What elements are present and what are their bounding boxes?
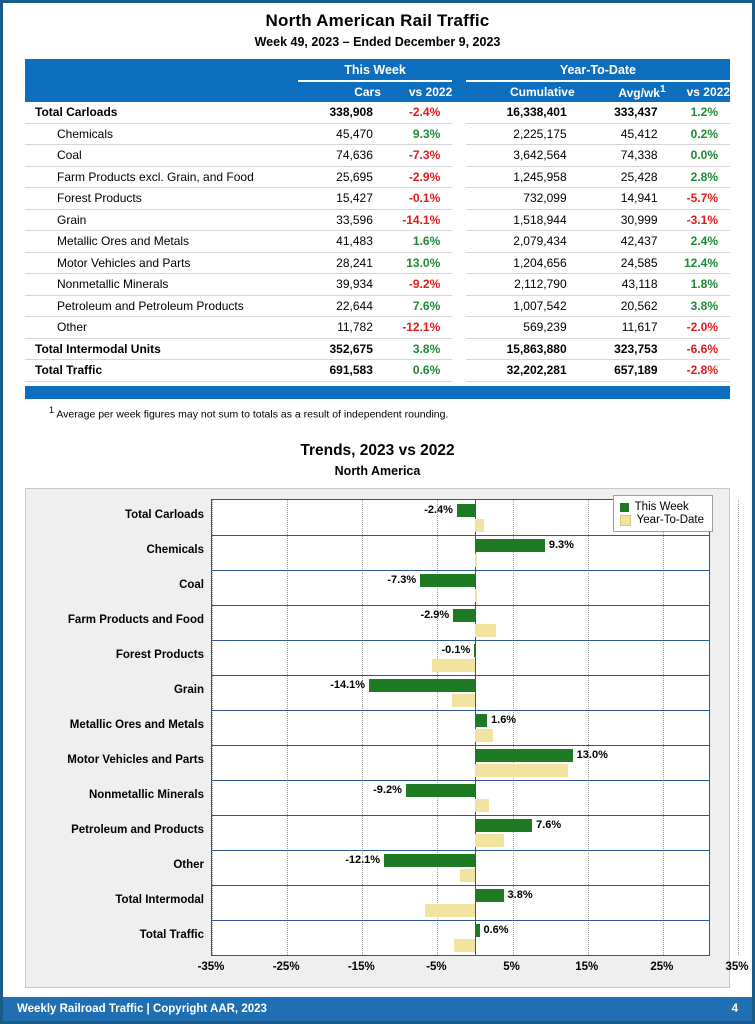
chart-bar-this-week	[475, 714, 487, 727]
chart-rowline	[212, 570, 709, 571]
row-ytd-pct: -2.0%	[666, 317, 731, 339]
chart-bar-ytd	[475, 589, 477, 602]
chart-rowline	[212, 815, 709, 816]
chart-bar-ytd	[452, 694, 475, 707]
legend-label-ytd: Year-To-Date	[636, 514, 704, 526]
table-row	[25, 338, 730, 360]
table-footnote	[49, 405, 730, 421]
chart-bar-this-week	[475, 539, 545, 552]
chart-bar-label: 13.0%	[576, 748, 608, 761]
row-week-pct: -7.3%	[381, 145, 452, 167]
page-footer	[3, 997, 752, 1021]
chart-bar-this-week	[406, 784, 475, 797]
row-avgwk: 14,941	[575, 188, 666, 210]
chart-bar-ytd	[454, 939, 475, 952]
row-label: Nonmetallic Minerals	[25, 274, 298, 296]
row-cars: 28,241	[298, 252, 381, 274]
table-row	[25, 145, 730, 167]
chart-category-label: Motor Vehicles and Parts	[67, 753, 204, 766]
chart-x-tick-label: 35%	[725, 961, 749, 973]
chart-gridline	[738, 500, 739, 955]
chart-bar-ytd	[475, 519, 484, 532]
chart-bar-label: -2.9%	[420, 608, 450, 621]
table-row	[25, 360, 730, 382]
chart-bar-ytd	[475, 554, 477, 567]
chart-bar-label: 0.6%	[483, 923, 509, 936]
row-avgwk: 20,562	[575, 295, 666, 317]
rail-traffic-table	[25, 59, 730, 382]
row-label: Total Traffic	[25, 360, 298, 382]
row-label: Metallic Ores and Metals	[25, 231, 298, 253]
chart-rowline	[212, 920, 709, 921]
row-week-pct: -0.1%	[381, 188, 452, 210]
row-week-pct: -2.9%	[381, 166, 452, 188]
row-gap	[452, 274, 466, 296]
chart-bar-label: 7.6%	[536, 818, 562, 831]
row-label: Total Intermodal Units	[25, 338, 298, 360]
row-cumulative: 732,099	[466, 188, 575, 210]
chart-plot	[211, 499, 710, 956]
chart-bar-ytd	[475, 729, 493, 742]
chart-category-label: Total Intermodal	[115, 893, 204, 906]
row-label: Petroleum and Petroleum Products	[25, 295, 298, 317]
table-row	[25, 317, 730, 339]
row-label: Grain	[25, 209, 298, 231]
row-ytd-pct: 12.4%	[666, 252, 731, 274]
chart-x-tick-label: 15%	[575, 961, 599, 973]
chart-bar-ytd	[475, 799, 489, 812]
chart-rowline	[212, 535, 709, 536]
row-week-pct: -2.4%	[381, 102, 452, 123]
chart-x-tick-label: -5%	[426, 961, 447, 973]
group-header-this-week: This Week	[298, 59, 452, 81]
chart-title-block	[3, 442, 752, 478]
row-avgwk: 43,118	[575, 274, 666, 296]
row-cars: 39,934	[298, 274, 381, 296]
table-body	[25, 102, 730, 381]
row-cumulative: 15,863,880	[466, 338, 575, 360]
row-cars: 15,427	[298, 188, 381, 210]
chart-gridline	[212, 500, 213, 955]
row-gap	[452, 166, 466, 188]
chart-bar-this-week	[457, 504, 475, 517]
row-cumulative: 2,079,434	[466, 231, 575, 253]
row-cars: 25,695	[298, 166, 381, 188]
row-cars: 11,782	[298, 317, 381, 339]
chart-category-label: Nonmetallic Minerals	[88, 788, 204, 801]
table-row	[25, 123, 730, 145]
column-header-vs2022-week: vs 2022	[381, 81, 452, 102]
chart-bar-this-week	[420, 574, 475, 587]
row-cars: 691,583	[298, 360, 381, 382]
row-gap	[452, 252, 466, 274]
chart-x-tick-label: 25%	[650, 961, 674, 973]
row-label: Total Carloads	[25, 102, 298, 123]
table-row	[25, 102, 730, 123]
chart-area	[25, 488, 749, 988]
chart-rowline	[212, 885, 709, 886]
row-gap	[452, 123, 466, 145]
row-cars: 22,644	[298, 295, 381, 317]
row-cars: 33,596	[298, 209, 381, 231]
column-header-avgwk-text: Avg/wk	[618, 86, 660, 100]
page-subtitle: Week 49, 2023 – Ended December 9, 2023	[254, 35, 501, 49]
table-row	[25, 295, 730, 317]
chart-bar-this-week	[369, 679, 475, 692]
row-cars: 352,675	[298, 338, 381, 360]
footer-text: Weekly Railroad Traffic | Copyright AAR, 2023	[17, 1003, 267, 1015]
legend-entry-ytd	[620, 514, 704, 526]
row-avgwk: 24,585	[575, 252, 666, 274]
row-label: Other	[25, 317, 298, 339]
row-ytd-pct: 1.2%	[666, 102, 731, 123]
table-bottom-band	[25, 386, 730, 399]
row-cumulative: 1,204,656	[466, 252, 575, 274]
chart-category-label: Coal	[179, 578, 204, 591]
chart-gridline	[588, 500, 589, 955]
chart-bar-label: -0.1%	[441, 643, 471, 656]
legend-swatch-ytd	[620, 515, 631, 526]
chart-category-label: Total Carloads	[124, 508, 204, 521]
legend-swatch-this-week	[620, 503, 629, 512]
row-label: Chemicals	[25, 123, 298, 145]
row-cumulative: 1,007,542	[466, 295, 575, 317]
chart-bar-this-week	[475, 749, 573, 762]
chart-category-label: Other	[173, 858, 204, 871]
row-cumulative: 2,225,175	[466, 123, 575, 145]
row-gap	[452, 188, 466, 210]
row-avgwk: 323,753	[575, 338, 666, 360]
chart-bar-this-week	[475, 889, 504, 902]
chart-bar-this-week	[474, 644, 476, 657]
page-title: North American Rail Traffic	[265, 11, 490, 30]
chart-rowline	[212, 675, 709, 676]
row-ytd-pct: 2.4%	[666, 231, 731, 253]
chart-category-label: Grain	[173, 683, 204, 696]
chart-gridline	[287, 500, 288, 955]
chart-bar-this-week	[453, 609, 475, 622]
table-row	[25, 209, 730, 231]
chart-category-label: Petroleum and Products	[71, 823, 204, 836]
group-header-blank	[25, 59, 298, 81]
chart-x-tick-label: -15%	[347, 961, 375, 973]
row-gap	[452, 102, 466, 123]
table-row	[25, 274, 730, 296]
chart-bar-this-week	[475, 819, 532, 832]
row-avgwk: 657,189	[575, 360, 666, 382]
row-cars: 45,470	[298, 123, 381, 145]
chart-bar-label: -7.3%	[387, 573, 417, 586]
chart-bar-ytd	[425, 904, 475, 917]
legend-label-this-week: This Week	[634, 501, 689, 513]
row-week-pct: -9.2%	[381, 274, 452, 296]
chart-bar-ytd	[432, 659, 475, 672]
chart-gridline	[362, 500, 363, 955]
column-header-gap	[452, 81, 466, 102]
chart-rowline	[212, 710, 709, 711]
row-cumulative: 3,642,564	[466, 145, 575, 167]
row-label: Forest Products	[25, 188, 298, 210]
row-ytd-pct: 2.8%	[666, 166, 731, 188]
title-block	[3, 3, 752, 49]
chart-rowline	[212, 850, 709, 851]
chart-category-label: Metallic Ores and Metals	[69, 718, 204, 731]
row-gap	[452, 338, 466, 360]
row-cumulative: 1,245,958	[466, 166, 575, 188]
legend-entry-this-week	[620, 501, 704, 513]
chart-bar-label: -9.2%	[373, 783, 402, 796]
chart-category-label: Total Traffic	[139, 928, 204, 941]
table-row	[25, 252, 730, 274]
row-ytd-pct: -2.8%	[666, 360, 731, 382]
chart-legend	[613, 495, 713, 532]
row-week-pct: 0.6%	[381, 360, 452, 382]
chart-category-label: Forest Products	[115, 648, 204, 661]
chart-title: Trends, 2023 vs 2022	[300, 442, 455, 459]
chart-x-tick-label: 5%	[503, 961, 520, 973]
row-gap	[452, 231, 466, 253]
chart-rowline	[212, 605, 709, 606]
column-header-avgwk-footnote-marker: 1	[659, 84, 666, 95]
row-week-pct: 7.6%	[381, 295, 452, 317]
row-cumulative: 16,338,401	[466, 102, 575, 123]
chart-bar-this-week	[384, 854, 475, 867]
row-cars: 41,483	[298, 231, 381, 253]
chart-category-label: Farm Products and Food	[67, 613, 204, 626]
row-cumulative: 32,202,281	[466, 360, 575, 382]
chart-bar-ytd	[460, 869, 475, 882]
footnote-text: Average per week figures may not sum to totals as a result of independent rounding.	[56, 408, 449, 420]
row-gap	[452, 145, 466, 167]
chart-bar-label: -2.4%	[424, 503, 453, 516]
chart-category-label: Chemicals	[146, 543, 204, 556]
row-week-pct: 1.6%	[381, 231, 452, 253]
row-avgwk: 42,437	[575, 231, 666, 253]
row-label: Motor Vehicles and Parts	[25, 252, 298, 274]
page-content	[3, 3, 752, 1021]
row-week-pct: -12.1%	[381, 317, 452, 339]
row-label: Coal	[25, 145, 298, 167]
chart-rowline	[212, 745, 709, 746]
row-gap	[452, 209, 466, 231]
row-ytd-pct: 0.2%	[666, 123, 731, 145]
column-header-label	[25, 81, 298, 102]
footnote-marker: 1	[49, 404, 55, 415]
row-ytd-pct: 1.8%	[666, 274, 731, 296]
row-gap	[452, 295, 466, 317]
chart-bar-label: 1.6%	[491, 713, 517, 726]
table-row	[25, 188, 730, 210]
row-ytd-pct: -5.7%	[666, 188, 731, 210]
footer-page-number: 4	[731, 1003, 738, 1015]
row-ytd-pct: -6.6%	[666, 338, 731, 360]
row-gap	[452, 317, 466, 339]
row-cumulative: 569,239	[466, 317, 575, 339]
table-column-header-row	[25, 81, 730, 102]
row-cumulative: 1,518,944	[466, 209, 575, 231]
row-cars: 74,636	[298, 145, 381, 167]
chart-bar-label: -12.1%	[345, 853, 381, 866]
chart-gridline	[663, 500, 664, 955]
group-header-gap	[452, 59, 466, 81]
chart-bar-ytd	[475, 834, 504, 847]
table-row	[25, 231, 730, 253]
chart-rowline	[212, 780, 709, 781]
column-header-vs2022-ytd: vs 2022	[666, 81, 731, 102]
row-gap	[452, 360, 466, 382]
chart-bar-ytd	[475, 624, 496, 637]
row-avgwk: 11,617	[575, 317, 666, 339]
row-avgwk: 74,338	[575, 145, 666, 167]
row-avgwk: 25,428	[575, 166, 666, 188]
table-group-header-row	[25, 59, 730, 81]
row-ytd-pct: 0.0%	[666, 145, 731, 167]
row-avgwk: 333,437	[575, 102, 666, 123]
chart-gridline	[437, 500, 438, 955]
column-header-cars: Cars	[298, 81, 381, 102]
chart-bar-label: -14.1%	[330, 678, 366, 691]
chart-bar-label: 9.3%	[548, 538, 574, 551]
chart-rowline	[212, 640, 709, 641]
row-cumulative: 2,112,790	[466, 274, 575, 296]
chart-x-tick-label: -35%	[197, 961, 225, 973]
row-avgwk: 45,412	[575, 123, 666, 145]
chart-bar-this-week	[475, 924, 480, 937]
row-avgwk: 30,999	[575, 209, 666, 231]
row-week-pct: 9.3%	[381, 123, 452, 145]
row-ytd-pct: -3.1%	[666, 209, 731, 231]
chart-zero-axis	[475, 500, 476, 955]
table-row	[25, 166, 730, 188]
row-week-pct: 13.0%	[381, 252, 452, 274]
group-header-ytd: Year-To-Date	[466, 59, 730, 81]
chart-subtitle: North America	[334, 464, 421, 478]
row-week-pct: -14.1%	[381, 209, 452, 231]
chart-gridline	[513, 500, 514, 955]
chart-bar-label: 3.8%	[507, 888, 533, 901]
rail-traffic-table-wrap	[25, 59, 730, 382]
column-header-cumulative: Cumulative	[466, 81, 575, 102]
row-cars: 338,908	[298, 102, 381, 123]
chart-bar-ytd	[475, 764, 568, 777]
column-header-avgwk	[575, 81, 666, 102]
chart-x-tick-label: -25%	[272, 961, 300, 973]
row-week-pct: 3.8%	[381, 338, 452, 360]
row-label: Farm Products excl. Grain, and Food	[25, 166, 298, 188]
row-ytd-pct: 3.8%	[666, 295, 731, 317]
